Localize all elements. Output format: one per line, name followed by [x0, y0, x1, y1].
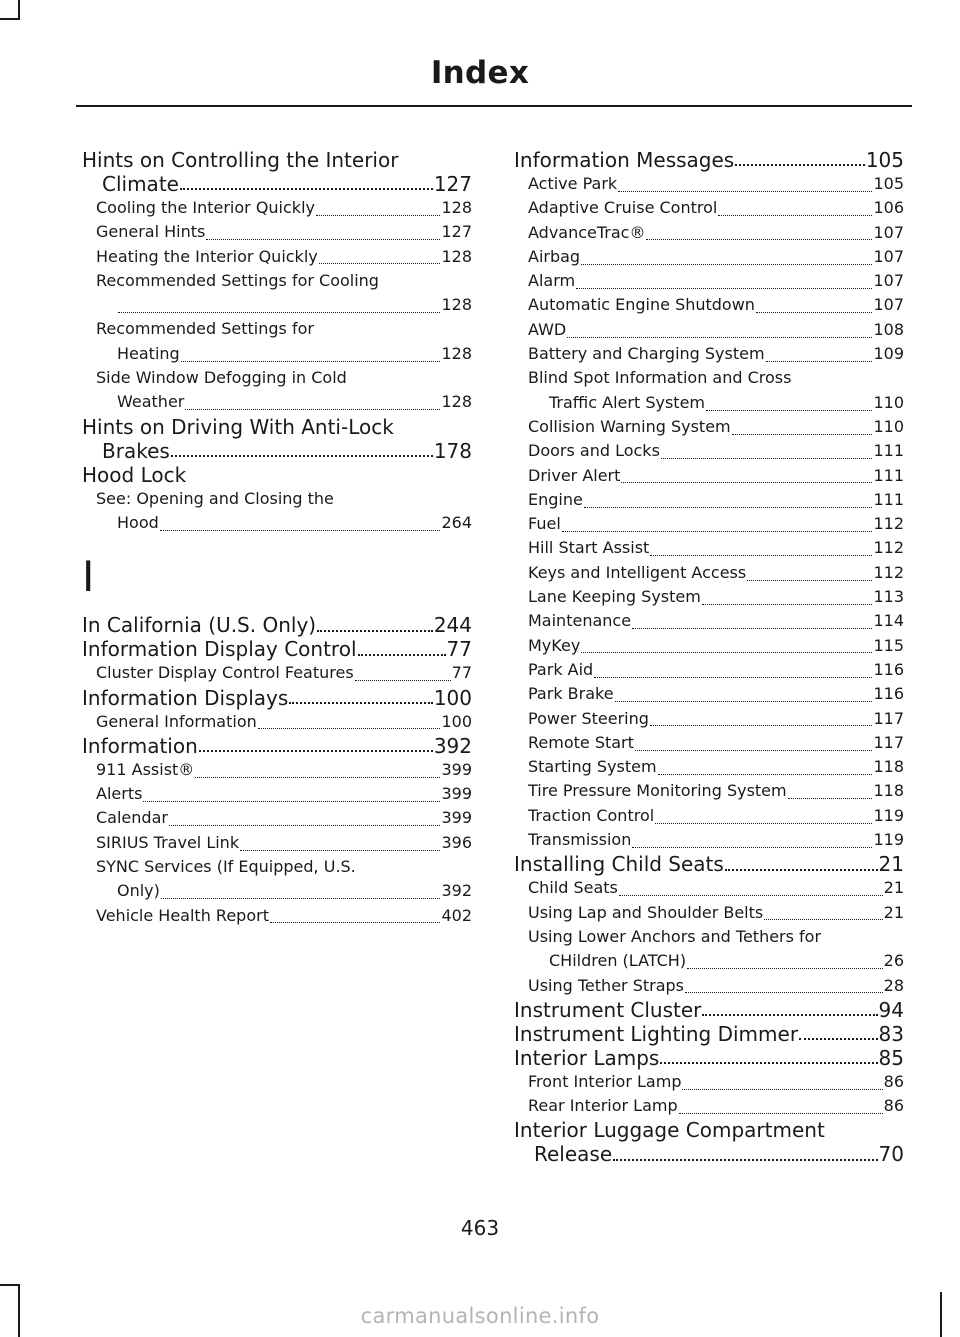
crop-mark-top-left-h	[0, 18, 20, 20]
page-reference[interactable]: 110	[873, 416, 904, 436]
entry-text: Driver Alert	[528, 465, 621, 485]
entry-text: Transmission	[528, 830, 632, 850]
entry-text: Cluster Display Control Features	[96, 663, 354, 683]
entry-text: Power Steering	[528, 708, 649, 728]
index-subentry-alarm[interactable]	[514, 269, 904, 293]
page-reference[interactable]: 106	[873, 198, 904, 218]
entry-text: Collision Warning System	[528, 416, 731, 436]
index-heading-hood-lock[interactable]	[82, 463, 472, 487]
index-heading-instrument-cluster[interactable]	[514, 998, 904, 1022]
entry-text: Alarm	[528, 271, 576, 291]
index-subentry-traction-control[interactable]	[514, 804, 904, 828]
entry-text: See: Opening and Closing the	[96, 488, 334, 508]
dot-leader	[270, 922, 440, 923]
entry-text: AWD	[528, 319, 567, 339]
page-reference[interactable]: 111	[873, 465, 904, 485]
page-title: Index	[430, 55, 530, 91]
entry-text: Climate	[102, 172, 179, 196]
index-column-left	[82, 148, 472, 928]
page-reference[interactable]: 28	[883, 975, 904, 995]
index-column-right	[514, 148, 904, 1166]
dot-leader	[618, 191, 872, 192]
entry-text: Engine	[528, 489, 583, 509]
index-subentry-front-interior-lamp[interactable]	[514, 1070, 904, 1094]
entry-text: Maintenance	[528, 611, 632, 631]
index-subentry-heating-the-interior-quickly[interactable]	[82, 245, 472, 269]
dot-leader	[567, 337, 872, 338]
dot-leader	[143, 801, 440, 802]
page-reference[interactable]: 108	[873, 319, 904, 339]
entry-text: Remote Start	[528, 732, 634, 752]
index-heading-hints-on-driving-with-anti-lock-brakes[interactable]	[82, 415, 472, 463]
dot-leader	[756, 312, 873, 313]
page-reference[interactable]: 264	[441, 512, 472, 532]
entry-text: 911 Assist®	[96, 759, 195, 779]
entry-text: SIRIUS Travel Link	[96, 832, 240, 852]
dot-leader	[679, 1113, 883, 1114]
dot-leader	[650, 725, 873, 726]
page-reference[interactable]: 105	[873, 174, 904, 193]
page-reference[interactable]: 128	[441, 392, 472, 412]
entry-text: Vehicle Health Report	[96, 905, 269, 925]
index-subentry-advancetrac[interactable]	[514, 221, 904, 245]
entry-text: Child Seats	[528, 878, 618, 898]
page-reference[interactable]: 114	[873, 611, 904, 631]
dot-leader	[199, 750, 433, 752]
page-reference[interactable]: 112	[873, 562, 904, 582]
dot-leader	[240, 850, 440, 851]
dot-leader	[702, 1014, 877, 1016]
entry-text: Blind Spot Information and Cross	[528, 368, 792, 388]
index-subentry-collision-warning-system[interactable]	[514, 415, 904, 439]
dot-leader	[355, 680, 451, 681]
index-subentry-rear-interior-lamp[interactable]	[514, 1094, 904, 1118]
entry-text: Heating the Interior Quickly	[96, 246, 318, 266]
page-reference[interactable]: 83	[878, 1021, 904, 1046]
dot-leader	[171, 455, 433, 457]
entry-text: Park Aid	[528, 659, 594, 679]
page-reference[interactable]: 116	[873, 684, 904, 704]
dot-leader	[766, 361, 873, 362]
entry-text: Hood	[117, 512, 159, 532]
dot-leader	[613, 1159, 877, 1161]
index-subentry-child-seats[interactable]	[514, 876, 904, 900]
page-reference[interactable]: 21	[878, 852, 904, 877]
page-reference[interactable]: 77	[446, 637, 472, 662]
page-reference[interactable]: 107	[873, 246, 904, 266]
entry-text: Front Interior Lamp	[528, 1071, 682, 1091]
index-heading-interior-luggage-compartment-release[interactable]	[514, 1118, 904, 1166]
dot-leader	[180, 188, 433, 190]
dot-leader	[632, 628, 872, 629]
page-reference[interactable]: 392	[441, 881, 472, 901]
dot-leader	[169, 825, 441, 826]
index-subentry-driver-alert[interactable]	[514, 464, 904, 488]
entry-text: Adaptive Cruise Control	[528, 198, 718, 218]
index-heading-information-messages[interactable]	[514, 148, 904, 172]
dot-leader	[650, 555, 872, 556]
page-reference[interactable]: 119	[873, 830, 904, 850]
index-subentry-vehicle-health-report[interactable]	[82, 904, 472, 928]
index-subentry-power-steering[interactable]	[514, 707, 904, 731]
page-reference[interactable]: 128	[441, 246, 472, 266]
entry-text: Hood Lock	[82, 462, 187, 487]
page-reference[interactable]: 111	[873, 441, 904, 461]
index-subentry-911-assist[interactable]	[82, 758, 472, 782]
entry-text: Starting System	[528, 757, 657, 777]
dot-leader	[718, 215, 872, 216]
index-subentry-park-aid[interactable]	[514, 658, 904, 682]
entry-text: Weather	[117, 392, 185, 412]
page-reference[interactable]: 105	[865, 148, 904, 172]
index-subentry-see-opening-and-closing-the-hood[interactable]	[82, 487, 472, 536]
page-reference[interactable]: 86	[883, 1096, 904, 1116]
index-heading-installing-child-seats[interactable]	[514, 852, 904, 876]
dot-leader	[661, 458, 873, 459]
index-subentry-sync-services-if-equipped-u-s-only[interactable]	[82, 855, 472, 904]
page-reference[interactable]: 94	[878, 997, 904, 1022]
index-heading-information-display-control[interactable]	[82, 637, 472, 661]
page-reference[interactable]: 112	[873, 538, 904, 558]
dot-leader	[562, 531, 873, 532]
index-heading-in-california-u-s-only[interactable]	[82, 613, 472, 637]
entry-text: Hill Start Assist	[528, 538, 650, 558]
dot-leader	[317, 630, 433, 632]
entry-text: CHildren (LATCH)	[549, 951, 687, 971]
page-reference[interactable]: 399	[441, 759, 472, 779]
entry-text: Recommended Settings for Cooling	[96, 270, 379, 290]
entry-text: Instrument Cluster	[514, 997, 702, 1022]
index-subentry-alerts[interactable]	[82, 782, 472, 806]
entry-text: Information	[82, 733, 198, 758]
page-reference[interactable]: 100	[441, 711, 472, 731]
page-reference[interactable]: 178	[433, 438, 472, 463]
crop-mark-top-left	[18, 0, 20, 20]
entry-text: General Hints	[96, 222, 206, 242]
entry-text: Hints on Controlling the Interior	[82, 148, 399, 172]
entry-text: Brakes	[102, 438, 170, 463]
index-subentry-starting-system[interactable]	[514, 755, 904, 779]
dot-leader	[258, 728, 441, 729]
dot-leader	[687, 968, 883, 969]
entry-text: Calendar	[96, 808, 168, 828]
dot-leader	[161, 898, 441, 899]
page-reference[interactable]: 109	[873, 344, 904, 364]
index-subentry-transmission[interactable]	[514, 828, 904, 852]
dot-leader	[584, 507, 873, 508]
dot-leader	[581, 264, 872, 265]
index-subentry-sirius-travel-link[interactable]	[82, 831, 472, 855]
index-subentry-calendar[interactable]	[82, 806, 472, 830]
index-subentry-engine[interactable]	[514, 488, 904, 512]
dot-leader	[160, 530, 441, 531]
page-reference[interactable]: 244	[433, 613, 472, 638]
dot-leader	[702, 604, 873, 605]
index-subentry-using-lower-anchors-and-tethers-for-chil[interactable]	[514, 925, 904, 974]
entry-text: Only)	[117, 881, 160, 901]
index-subentry-recommended-settings-for-cooling[interactable]	[82, 269, 472, 318]
index-subentry-recommended-settings-for-heating[interactable]	[82, 317, 472, 366]
title-divider	[76, 105, 912, 107]
watermark: carmanualsonline.info	[360, 1304, 600, 1328]
dot-leader	[581, 652, 872, 653]
dot-leader	[725, 869, 878, 871]
page-reference[interactable]: 21	[883, 902, 904, 922]
entry-text: Doors and Locks	[528, 441, 660, 461]
page-reference[interactable]: 118	[873, 781, 904, 801]
index-subentry-battery-and-charging-system[interactable]	[514, 342, 904, 366]
index-subentry-maintenance[interactable]	[514, 609, 904, 633]
entry-text: Using Tether Straps	[528, 975, 684, 995]
dot-leader	[289, 702, 433, 704]
dot-leader	[655, 823, 872, 824]
page-reference[interactable]: 111	[873, 489, 904, 509]
page-reference[interactable]: 396	[441, 832, 472, 852]
index-subentry-side-window-defogging-in-cold-weather[interactable]	[82, 366, 472, 415]
entry-text: Rear Interior Lamp	[528, 1096, 678, 1116]
page-reference[interactable]: 119	[873, 805, 904, 825]
index-subentry-park-brake[interactable]	[514, 682, 904, 706]
dot-leader	[181, 361, 441, 362]
index-subentry-automatic-engine-shutdown[interactable]	[514, 293, 904, 317]
dot-leader	[764, 919, 882, 920]
entry-text: Heating	[117, 343, 180, 363]
page-reference[interactable]: 115	[873, 635, 904, 655]
dot-leader	[619, 895, 883, 896]
index-subentry-fuel[interactable]	[514, 512, 904, 536]
entry-text: AdvanceTrac®	[528, 222, 646, 242]
section-letter-i: I	[82, 552, 95, 602]
page-reference[interactable]: 112	[873, 514, 904, 534]
entry-text: Information Display Control	[82, 637, 357, 662]
index-subentry-tire-pressure-monitoring-system[interactable]	[514, 779, 904, 803]
dot-leader	[319, 263, 441, 264]
dot-leader	[632, 847, 872, 848]
dot-leader	[576, 288, 872, 289]
entry-text: Installing Child Seats	[514, 852, 724, 877]
entry-text: SYNC Services (If Equipped, U.S.	[96, 857, 356, 877]
page-reference[interactable]: 110	[873, 392, 904, 412]
index-subentry-keys-and-intelligent-access[interactable]	[514, 561, 904, 585]
entry-text: General Information	[96, 711, 257, 731]
entry-text: In California (U.S. Only)	[82, 613, 317, 638]
dot-leader	[195, 777, 440, 778]
entry-text: Release	[534, 1142, 613, 1167]
page-reference[interactable]: 100	[433, 685, 472, 710]
entry-text: Alerts	[96, 784, 143, 804]
index-subentry-adaptive-cruise-control[interactable]	[514, 196, 904, 220]
page-number: 463	[460, 1216, 500, 1240]
dot-leader	[621, 482, 872, 483]
entry-text: Traction Control	[528, 805, 655, 825]
page-reference[interactable]: 107	[873, 271, 904, 291]
index-subentry-general-information[interactable]	[82, 710, 472, 734]
index-subentry-mykey[interactable]	[514, 634, 904, 658]
page-reference[interactable]: 77	[451, 663, 472, 683]
index-subentry-airbag[interactable]	[514, 245, 904, 269]
entry-text: Interior Luggage Compartment	[514, 1118, 825, 1143]
index-subentry-active-park[interactable]	[514, 172, 904, 196]
page-reference[interactable]: 128	[441, 343, 472, 363]
entry-text: Using Lower Anchors and Tethers for	[528, 926, 822, 946]
entry-text: Side Window Defogging in Cold	[96, 368, 347, 388]
dot-leader	[594, 677, 872, 678]
entry-text: MyKey	[528, 635, 581, 655]
page-reference[interactable]: 107	[873, 295, 904, 315]
index-subentry-blind-spot-information-and-cross-traffic[interactable]	[514, 366, 904, 415]
entry-text: Using Lap and Shoulder Belts	[528, 902, 764, 922]
index-subentry-awd[interactable]	[514, 318, 904, 342]
entry-text: Tire Pressure Monitoring System	[528, 781, 787, 801]
entry-text: Keys and Intelligent Access	[528, 562, 747, 582]
index-subentry-using-tether-straps[interactable]	[514, 974, 904, 998]
page-reference[interactable]: 127	[441, 222, 472, 242]
index-heading-information[interactable]	[82, 734, 472, 758]
page-reference[interactable]: 107	[873, 222, 904, 242]
dot-leader	[635, 750, 873, 751]
dot-leader	[732, 434, 873, 435]
dot-leader	[185, 409, 440, 410]
dot-leader	[682, 1089, 882, 1090]
page-reference[interactable]: 70	[878, 1142, 904, 1167]
entry-text: Airbag	[528, 246, 581, 266]
dot-leader	[799, 1038, 878, 1040]
page-reference[interactable]: 127	[433, 172, 472, 196]
page-reference[interactable]: 117	[873, 732, 904, 752]
index-subentry-cooling-the-interior-quickly[interactable]	[82, 196, 472, 220]
dot-leader	[358, 654, 446, 656]
page-reference[interactable]: 128	[441, 198, 472, 217]
entry-text: Interior Lamps	[514, 1045, 660, 1070]
dot-leader	[658, 774, 873, 775]
dot-leader	[206, 239, 440, 240]
entry-text: Active Park	[528, 174, 618, 193]
index-heading-interior-lamps[interactable]	[514, 1046, 904, 1070]
entry-text: Hints on Driving With Anti-Lock	[82, 414, 394, 439]
index-subentry-remote-start[interactable]	[514, 731, 904, 755]
page-reference[interactable]: 392	[433, 733, 472, 758]
dot-leader	[706, 410, 872, 411]
dot-leader	[747, 580, 872, 581]
page-reference[interactable]: 116	[873, 659, 904, 679]
dot-leader	[646, 239, 872, 240]
index-subentry-doors-and-locks[interactable]	[514, 439, 904, 463]
entry-text: Fuel	[528, 514, 561, 534]
entry-text: Cooling the Interior Quickly	[96, 198, 315, 217]
page-reference[interactable]: 117	[873, 708, 904, 728]
index-heading-hints-on-controlling-the-interior-climat[interactable]	[82, 148, 472, 196]
entry-text: Information Messages	[514, 148, 735, 172]
page-reference[interactable]: 26	[883, 951, 904, 971]
page-reference[interactable]: 128	[441, 295, 472, 315]
index-heading-information-displays[interactable]	[82, 686, 472, 710]
dot-leader	[316, 215, 440, 216]
index-heading-instrument-lighting-dimmer[interactable]	[514, 1022, 904, 1046]
index-subentry-cluster-display-control-features[interactable]	[82, 661, 472, 685]
page-reference[interactable]: 113	[873, 587, 904, 607]
dot-leader	[788, 798, 873, 799]
dot-leader	[660, 1062, 877, 1064]
entry-text: Park Brake	[528, 684, 614, 704]
page-reference[interactable]: 399	[441, 784, 472, 804]
entry-text: Recommended Settings for	[96, 319, 314, 339]
page-reference[interactable]: 86	[883, 1071, 904, 1091]
page-reference[interactable]: 399	[441, 808, 472, 828]
index-subentry-using-lap-and-shoulder-belts[interactable]	[514, 901, 904, 925]
page-reference[interactable]: 118	[873, 757, 904, 777]
dot-leader	[615, 701, 873, 702]
index-subentry-lane-keeping-system[interactable]	[514, 585, 904, 609]
entry-text: Traffic Alert System	[549, 392, 705, 412]
dot-leader	[118, 312, 440, 313]
page-reference[interactable]: 402	[441, 905, 472, 925]
index-subentry-general-hints[interactable]	[82, 220, 472, 244]
entry-text: Lane Keeping System	[528, 587, 701, 607]
crop-mark-bottom-left-h	[0, 1284, 20, 1286]
page-reference[interactable]: 85	[878, 1045, 904, 1070]
dot-leader	[735, 164, 865, 166]
entry-text: Battery and Charging System	[528, 344, 765, 364]
entry-text: Information Displays	[82, 685, 289, 710]
entry-text: Automatic Engine Shutdown	[528, 295, 755, 315]
dot-leader	[685, 992, 883, 993]
index-subentry-hill-start-assist[interactable]	[514, 536, 904, 560]
page-reference[interactable]: 21	[883, 878, 904, 898]
entry-text: Instrument Lighting Dimmer	[514, 1021, 799, 1046]
